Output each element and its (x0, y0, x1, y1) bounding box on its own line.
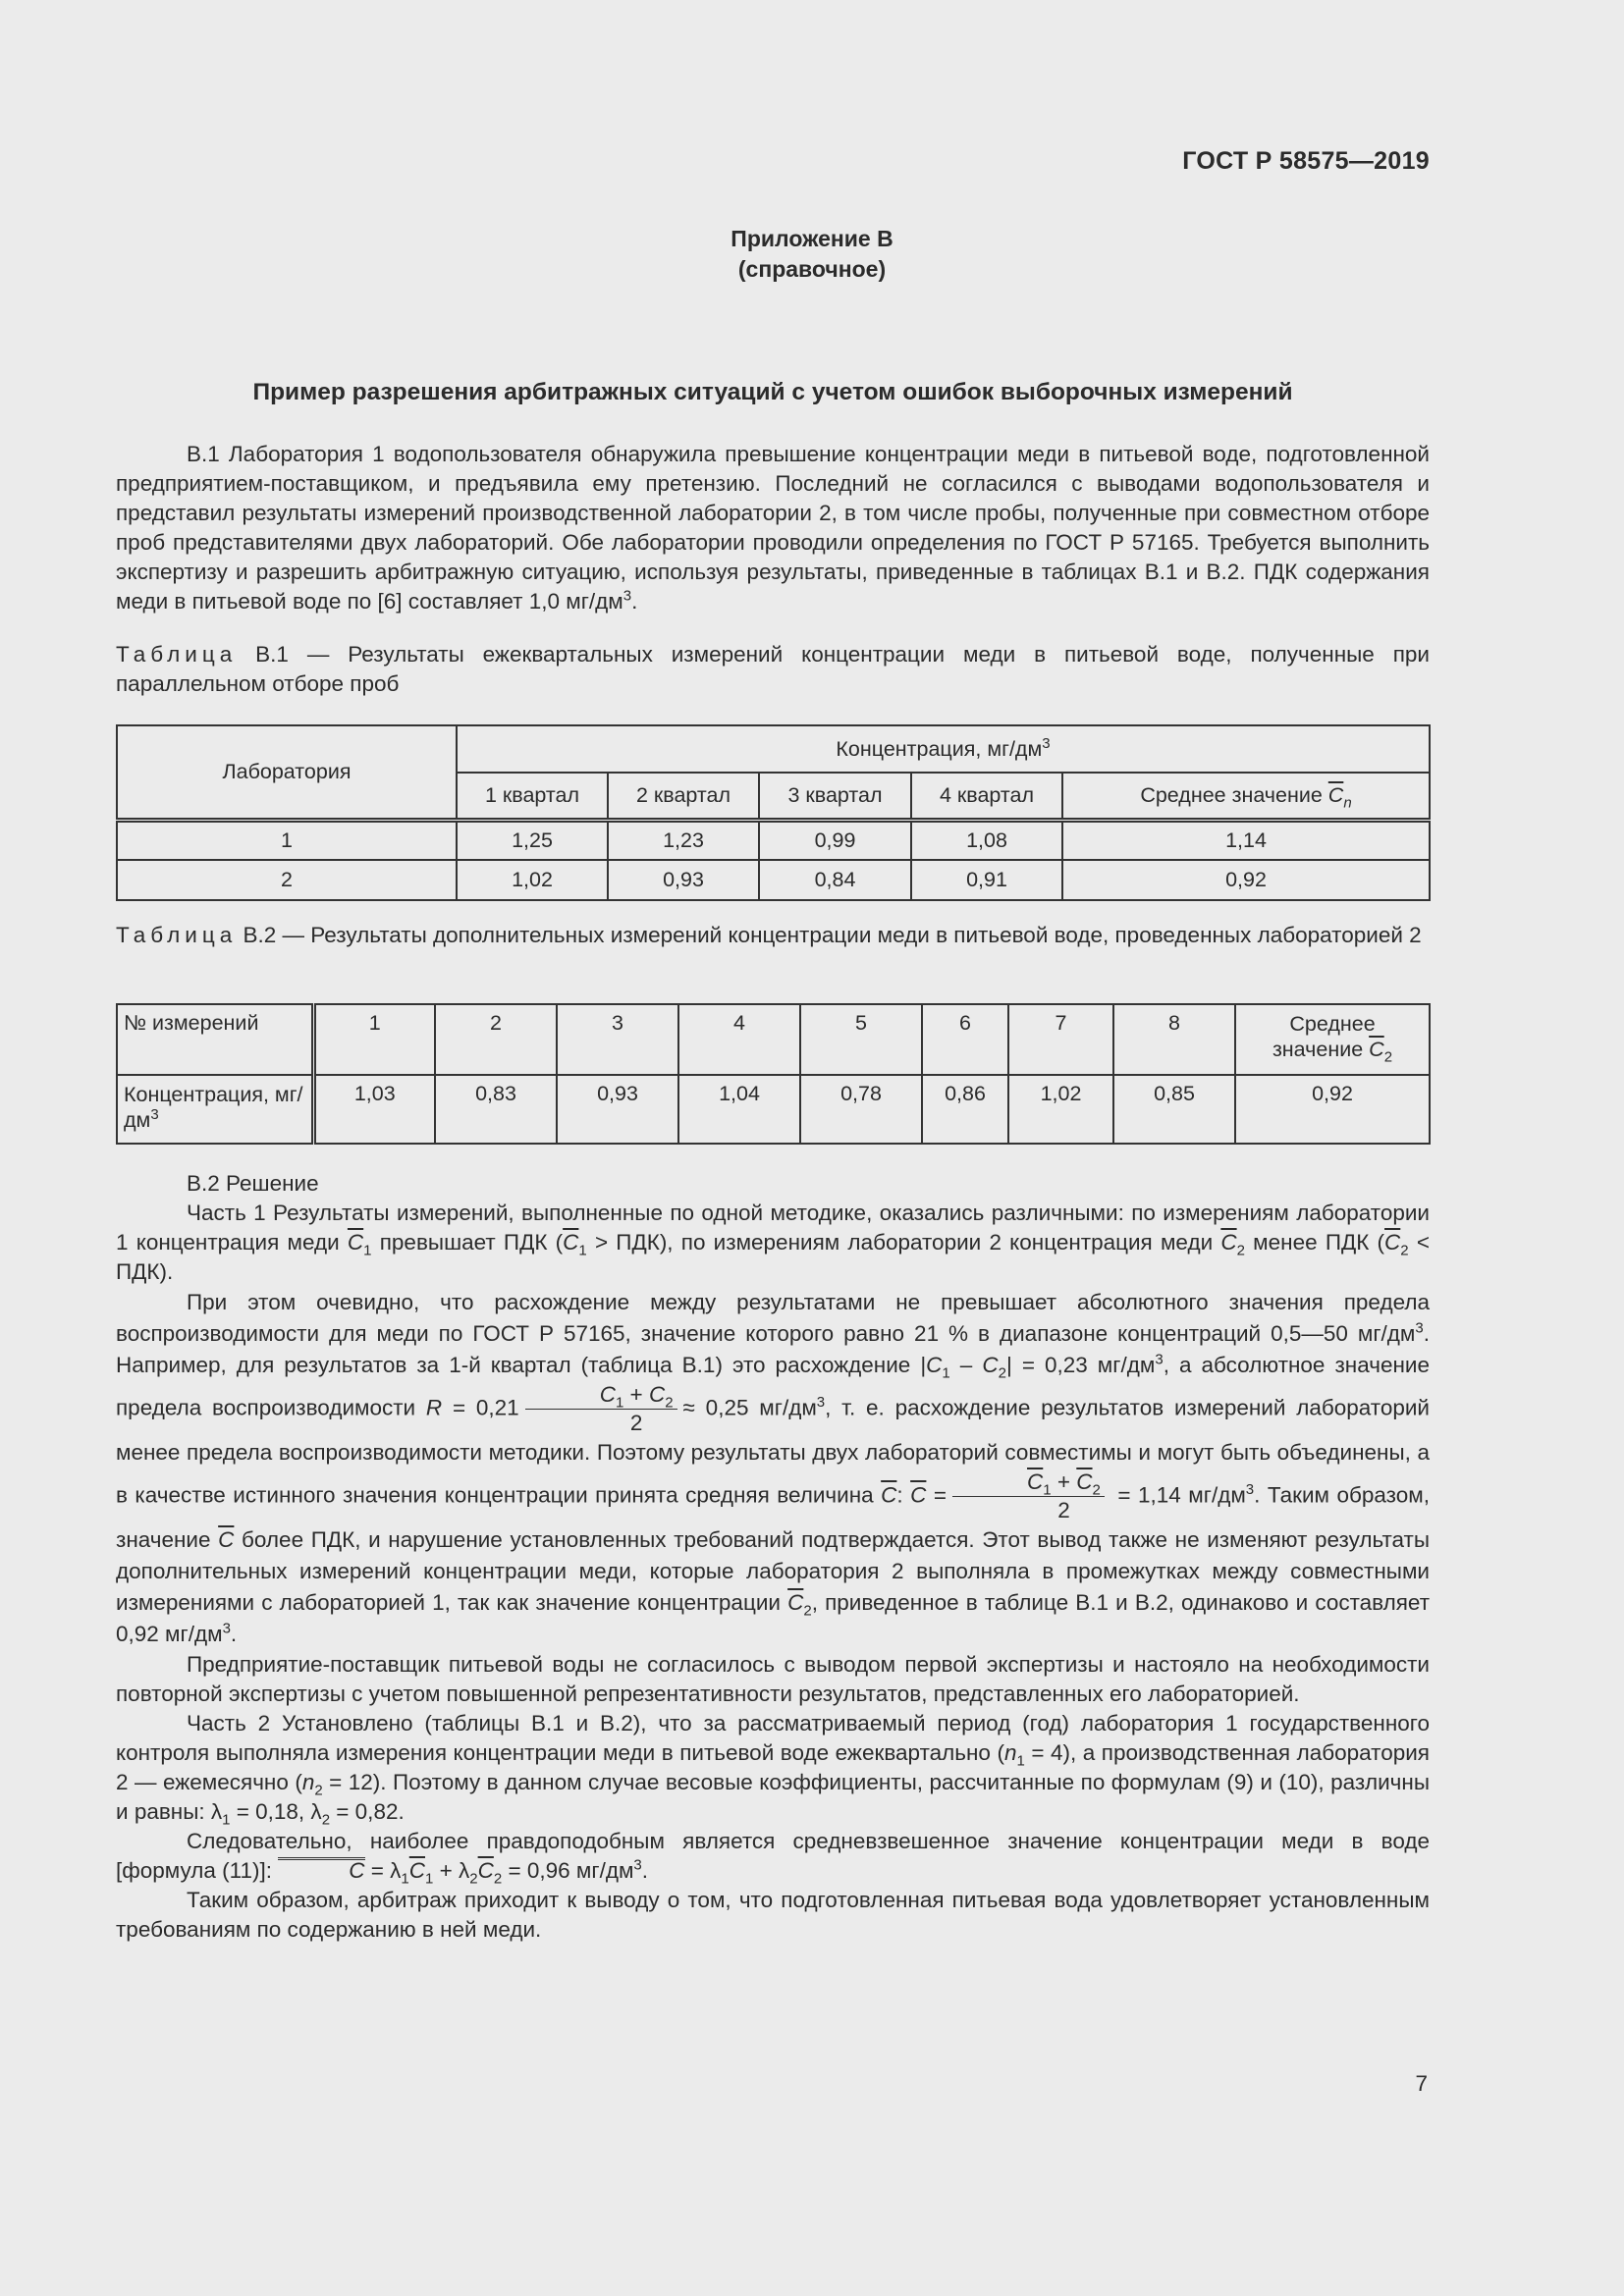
appendix-title: Пример разрешения арбитражных ситуаций с учетом ошибок выборочных измерений (252, 379, 1293, 405)
document-id: ГОСТ Р 58575—2019 (1182, 147, 1430, 175)
solution-section (116, 1169, 1430, 1945)
solution-heading: В.2 Решение (187, 1171, 319, 1196)
appendix-label: Приложение В (731, 226, 893, 251)
table1-col-mean: Среднее значение $\overline{C}_n$ (1062, 773, 1430, 820)
solution-paragraph-objection: Предприятие-поставщик питьевой воды не согласилось с выводом первой экспертизы и настояло на необходимости повторной экспертизы с учетом повышенной репрезентативности результатов, представленных его лабораторией. (116, 1652, 1430, 1706)
table2-row2-label: Концентрация, $мг/дм^3$ (117, 1075, 313, 1144)
table2-mean-header: Среднее значение $\overline{C}_2$ (1235, 1004, 1430, 1075)
table-b2: № измерений 1 2 3 4 5 6 7 8 Среднее значение $\overline{C}_2$ Концентрация, $мг/дм^3$ 1,03 0,83 0,93 1,04 0,78 0,86 1,02 0,85 0,92 (116, 1003, 1431, 1145)
fraction-c1-plus-c2: $\frac{C_1 + C_2}{2}$ (525, 1381, 677, 1437)
table1-lab-header: Лаборатория (117, 725, 457, 820)
table-row: Концентрация, $мг/дм^3$ 1,03 0,83 0,93 1,04 0,78 0,86 1,02 0,85 0,92 (117, 1075, 1430, 1144)
table-row: 1 1,25 1,23 0,99 1,08 1,14 (117, 820, 1430, 860)
solution-paragraph-weighted: Следовательно, наиболее правдоподобным является средневзвешенное значение концентрации меди в воде [формула (11)]: $C = \lambda_1\overline{C}_1 + \lambda_2\overline{C}_2 = 0,96$ $мг/дм^3$. (116, 1829, 1430, 1888)
table-row: 2 1,02 0,93 0,84 0,91 0,92 (117, 860, 1430, 900)
appendix-type: (справочное) (737, 256, 887, 282)
table1-col-q1: 1 квартал (457, 773, 608, 820)
solution-conclusion: Таким образом, арбитраж приходит к выводу о том, что подготовленная питьевая вода удовлетворяет установленным требованиям по содержанию в ней меди. (116, 1888, 1430, 1942)
table1-conc-header: Концентрация, $мг/дм^3$ (457, 725, 1430, 773)
solution-part1: Часть 1 Результаты измерений, выполненные по одной методике, оказались различными: по измерениям лаборатории 1 концентрация меди $\overline{C}_1$ превышает ПДК $(\overline{C}_1 > ПДК)$, по измерениям лаборатории 2 концентрация меди $\overline{C}_2$ менее ПДК $(\overline{C}_2 < ПДК)$. (116, 1201, 1430, 1284)
solution-paragraph-reproducibility: При этом очевидно, что расхождение между результатами не превышает абсолютного значения предела воспроизводимости для меди по ГОСТ Р 57165, значение которого равно 21 % в диапазоне концентраций 0,5—50 $мг/дм^3$. Например, для результатов за 1-й квартал (таблица В.1) это расхождение $|C_1 - C_2| = 0,23$ $мг/дм^3$, а абсолютное значение предела воспроизводимости R = 0,21 $\frac{C_1 + C_2}{2}$ ≈ 0,25 $мг/дм^3$, т. е. расхождение результатов измерений лабораторий менее предела воспроизводимости методики. Поэтому результаты двух лабораторий совместимы и могут быть объединены, а в качестве истинного значения концентрации принята средняя величина $\overline{C}$: $\overline{C}$ = $\frac{\overline{C}_1 + \overline{C}_2}{2}$ = 1,14 $мг/дм^3$. Таким образом, значение $\overline{C}$ более ПДК, и нарушение установленных требований подтверждается. Этот вывод также не изменяют результаты дополнительных измерений концентрации меди, которые лаборатория 2 выполняла в промежутках между совместными измерениями с лабораторией 1, так как значение концентрации $\overline{C}_2$, приведенное в таблице В.1 и В.2, одинаково и составляет 0,92 $мг/дм^3$. (116, 1290, 1430, 1646)
table2-caption-word: Таблица (116, 923, 238, 947)
fraction-mean: $\frac{\overline{C}_1 + \overline{C}_2}{2}$ (952, 1468, 1105, 1524)
intro-text: В.1 Лаборатория 1 водопользователя обнаружила превышение концентрации меди в питьевой воде, подготовленной предприятием-поставщиком, и предъявила ему претензию. Последний не согласился с выводами водопользователя и представил результаты измерений производственной лаборатории 2, в том числе пробы, полученные при совместном отборе проб представителями двух лабораторий. Обе лаборатории проводили определения по ГОСТ Р 57165. Требуется выполнить экспертизу и разрешить арбитражную ситуацию, используя результаты, приведенные в таблицах В.1 и В.2. ПДК содержания меди в питьевой воде по [6] составляет 1,0 мг/дм (116, 442, 1430, 614)
table2-caption-text: В.2 — Результаты дополнительных измерений концентрации меди в питьевой воде, проведенных лабораторией 2 (237, 923, 1422, 947)
table1-col-q3: 3 квартал (759, 773, 911, 820)
solution-part2: Часть 2 Установлено (таблицы В.1 и В.2), что за рассматриваемый период (год) лаборатория 1 государственного контроля выполняла измерения концентрации меди в питьевой воде ежеквартально $(n_1 = 4)$, а производственная лаборатория 2 — ежемесячно $(n_2 = 12)$. Поэтому в данном случае весовые коэффициенты, рассчитанные по формулам (9) и (10), различны и равны: $\lambda_1 = 0,18$, $\lambda_2 = 0,82$. (116, 1711, 1430, 1829)
appendix-heading (0, 224, 1624, 285)
intro-paragraph: В.1 Лаборатория 1 водопользователя обнаружила превышение концентрации меди в питьевой воде, подготовленной предприятием-поставщиком, и предъявила ему претензию. Последний не согласился с выводами водопользователя и представил результаты измерений производственной лаборатории 2, в том числе пробы, полученные при совместном отборе проб представителями двух лабораторий. Обе лаборатории проводили определения по ГОСТ Р 57165. Требуется выполнить экспертизу и разрешить арбитражную ситуацию, используя результаты, приведенные в таблицах В.1 и В.2. ПДК содержания меди в питьевой воде по [6] составляет 1,0 $мг/дм^3$. (116, 442, 1430, 614)
table2-row1-label: № измерений (117, 1004, 313, 1075)
table1-caption-text: В.1 — Результаты ежеквартальных измерений концентрации меди в питьевой воде, полученные при параллельном отборе проб (116, 642, 1430, 696)
table-b1 (116, 724, 1431, 901)
table1-col-q2: 2 квартал (608, 773, 759, 820)
table1-caption (116, 640, 1430, 699)
page-number: 7 (1415, 2071, 1428, 2096)
table1-caption-word: Таблица (116, 642, 238, 667)
table2-caption (116, 921, 1430, 950)
table1-col-q4: 4 квартал (911, 773, 1062, 820)
